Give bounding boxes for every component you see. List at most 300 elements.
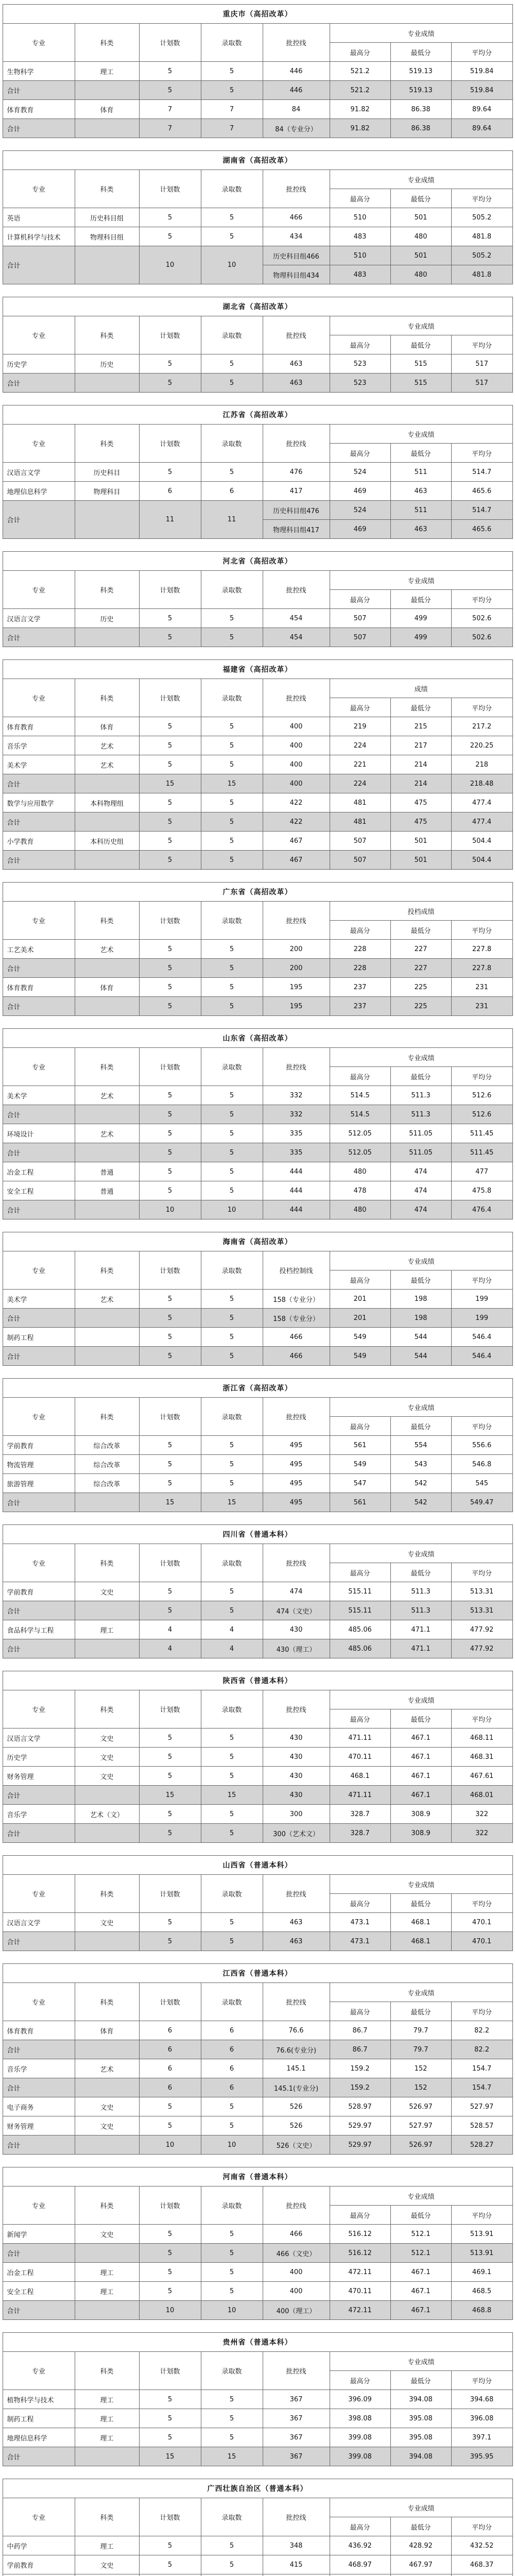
min-score-cell: 217 [390,736,451,755]
table-row [3,717,512,736]
major-cell: 体育教育 [3,978,75,997]
avg-score-cell: 468.11 [451,1728,512,1748]
category-cell [75,1347,139,1366]
control-line-cell: 422 [263,812,330,832]
control-line-cell: 495 [263,1493,330,1512]
max-score-cell: 91.82 [330,100,390,119]
min-score-cell: 480 [390,227,451,246]
table-row [3,1913,512,1932]
control-line-cell: 84 [263,100,330,119]
province-title: 贵州省（普通本科） [3,2333,512,2352]
major-cell: 合计 [3,1601,75,1620]
category-cell [75,119,139,138]
max-score-cell: 219 [330,717,390,736]
avg-score-cell: 218 [451,755,512,774]
admit-count-cell: 5 [201,1309,263,1328]
admit-count-cell: 5 [201,1347,263,1366]
min-score-cell: 198 [390,1290,451,1309]
plan-count-cell: 5 [139,717,201,736]
col-header-line: 批控线 [263,2498,330,2536]
col-header-min: 最低分 [390,1417,451,1436]
min-score-cell: 501 [390,851,451,870]
major-cell: 中药学 [3,2536,75,2555]
admit-count-cell: 5 [201,978,263,997]
province-title: 重庆市（高招改革） [3,5,512,24]
min-score-cell: 152 [390,2078,451,2097]
col-header-avg: 平均分 [451,335,512,354]
control-line-cell: 历史科目组476 [263,501,330,520]
province-title: 浙江省（高招改革） [3,1379,512,1398]
max-score-cell: 524 [330,463,390,482]
col-header-min: 最低分 [390,1563,451,1582]
col-header-score-group: 专业成绩 [330,1251,512,1270]
plan-count-cell: 5 [139,1181,201,1200]
max-score-cell: 86.7 [330,2040,390,2059]
plan-count-cell: 5 [139,2536,201,2555]
col-header-score-group: 专业成绩 [330,1983,512,2002]
table-row [3,2536,512,2555]
col-header-line: 批控线 [263,571,330,609]
admit-count-cell: 5 [201,959,263,978]
avg-score-cell: 468.5 [451,2282,512,2301]
major-cell: 体育教育 [3,2021,75,2040]
category-cell: 普通 [75,1162,139,1181]
min-score-cell: 467.1 [390,1786,451,1805]
category-cell: 艺术（文） [75,1805,139,1824]
table-row [3,482,512,501]
control-line-cell: 物理科目组434 [263,265,330,284]
col-header-admit: 录取数 [201,1690,263,1728]
plan-count-cell: 5 [139,832,201,851]
category-cell: 文史 [75,1748,139,1767]
min-score-cell: 428.92 [390,2536,451,2555]
province-title: 江苏省（高招改革） [3,405,512,425]
plan-count-cell: 5 [139,227,201,246]
table-row [3,1181,512,1200]
category-cell: 艺术 [75,2059,139,2078]
min-score-cell: 544 [390,1347,451,1366]
max-score-cell: 521.2 [330,81,390,100]
table-row [3,463,512,482]
col-header-avg: 平均分 [451,1417,512,1436]
max-score-cell: 91.82 [330,119,390,138]
total-row [3,959,512,978]
admit-count-cell: 11 [201,501,263,539]
col-header-score-group: 专业成绩 [330,1875,512,1894]
col-header-max: 最高分 [330,698,390,717]
admit-count-cell: 5 [201,1582,263,1601]
avg-score-cell: 517 [451,354,512,374]
min-score-cell: 511 [390,501,451,520]
plan-count-cell: 5 [139,2409,201,2428]
province-title: 河南省（普通本科） [3,2167,512,2187]
admit-count-cell: 5 [201,2263,263,2282]
category-cell [75,1639,139,1658]
max-score-cell: 470.11 [330,1748,390,1767]
major-cell: 地理信息科学 [3,482,75,501]
col-header-major: 专业 [3,1544,75,1582]
admit-count-cell: 6 [201,2059,263,2078]
min-score-cell: 511.05 [390,1143,451,1162]
category-cell [75,1824,139,1843]
max-score-cell: 328.7 [330,1824,390,1843]
control-line-cell: 430 [263,1748,330,1767]
control-line-cell: 476 [263,463,330,482]
table-row [3,832,512,851]
min-score-cell: 198 [390,1309,451,1328]
plan-count-cell: 5 [139,374,201,393]
major-cell: 植物科学与技术 [3,2390,75,2409]
col-header-category: 科类 [75,316,139,354]
min-score-cell: 225 [390,997,451,1016]
min-score-cell: 308.9 [390,1805,451,1824]
table-row [3,100,512,119]
admit-count-cell: 10 [201,2136,263,2155]
header-row [3,2352,512,2371]
max-score-cell: 549 [330,1455,390,1474]
total-row [3,997,512,1016]
plan-count-cell: 5 [139,2555,201,2574]
province-table [3,405,513,539]
total-row [3,374,512,393]
province-title: 福建省（高招改革） [3,660,512,679]
min-score-cell: 471.1 [390,1639,451,1658]
avg-score-cell: 511.45 [451,1143,512,1162]
max-score-cell: 473.1 [330,1913,390,1932]
max-score-cell: 480 [330,1200,390,1219]
col-header-plan: 计划数 [139,1983,201,2021]
control-line-cell: 463 [263,1913,330,1932]
header-row [3,902,512,921]
col-header-line: 批控线 [263,1690,330,1728]
avg-score-cell: 220.25 [451,736,512,755]
col-header-major: 专业 [3,2187,75,2225]
major-cell: 汉语言文学 [3,1728,75,1748]
plan-count-cell: 5 [139,1309,201,1328]
category-cell: 艺术 [75,755,139,774]
category-cell: 理工 [75,2263,139,2282]
category-cell [75,1200,139,1219]
province-table [3,1963,513,2155]
avg-score-cell: 476.4 [451,1200,512,1219]
major-cell: 计算机科学与技术 [3,227,75,246]
col-header-plan: 计划数 [139,1690,201,1728]
table-row [3,208,512,227]
control-line-cell: 454 [263,628,330,647]
category-cell: 文史 [75,1767,139,1786]
control-line-cell: 367 [263,2428,330,2447]
admit-count-cell: 5 [201,2097,263,2116]
category-cell: 综合改革 [75,1455,139,1474]
major-cell: 生物科学 [3,62,75,81]
category-cell: 理工 [75,2428,139,2447]
province-title: 山西省（普通本科） [3,1856,512,1875]
control-line-cell: 367 [263,2409,330,2428]
plan-count-cell: 5 [139,978,201,997]
total-row [3,851,512,870]
col-header-category: 科类 [75,2498,139,2536]
avg-score-cell: 546.8 [451,1455,512,1474]
col-header-plan: 计划数 [139,1544,201,1582]
min-score-cell: 527.97 [390,2116,451,2136]
max-score-cell: 469 [330,520,390,539]
header-row [3,316,512,335]
col-header-category: 科类 [75,1398,139,1436]
col-header-line: 批控线 [263,170,330,208]
col-header-admit: 录取数 [201,1875,263,1913]
col-header-max: 最高分 [330,1894,390,1913]
min-score-cell: 499 [390,628,451,647]
avg-score-cell: 394.68 [451,2390,512,2409]
major-cell: 合计 [3,1143,75,1162]
major-cell: 环境设计 [3,1124,75,1143]
max-score-cell: 399.08 [330,2428,390,2447]
province-table [3,1028,513,1219]
total-row [3,1200,512,1219]
col-header-admit: 录取数 [201,1983,263,2021]
control-line-cell: 467 [263,851,330,870]
province-table [3,2167,513,2320]
category-cell [75,81,139,100]
col-header-min: 最低分 [390,189,451,208]
plan-count-cell: 4 [139,1639,201,1658]
admit-count-cell: 5 [201,2428,263,2447]
major-cell [3,2574,75,2576]
avg-score-cell: 512.6 [451,1086,512,1105]
plan-count-cell: 10 [139,2136,201,2155]
table-row [3,2225,512,2244]
category-cell [75,374,139,393]
control-line-cell: 400 [263,2263,330,2282]
control-line-cell: 474 [263,1582,330,1601]
table-row [3,1162,512,1181]
control-line-cell: 145.1(专业分) [263,2078,330,2097]
control-line-cell: 348 [263,2536,330,2555]
col-header-admit: 录取数 [201,1251,263,1290]
col-header-min: 最低分 [390,1709,451,1728]
avg-score-cell: 477 [451,1162,512,1181]
plan-count-cell: 5 [139,1328,201,1347]
col-header-score-group: 成绩 [330,679,512,698]
table-row [3,62,512,81]
col-header-score-group: 专业成绩 [330,1544,512,1563]
min-score-cell: 475 [390,793,451,812]
col-header-max: 最高分 [330,43,390,62]
min-score-cell: 515 [390,354,451,374]
col-header-admit: 录取数 [201,24,263,62]
min-score-cell: 512.1 [390,2225,451,2244]
max-score-cell: 328.7 [330,1805,390,1824]
col-header-major: 专业 [3,425,75,463]
control-line-cell: 444 [263,1200,330,1219]
col-header-admit: 录取数 [201,1398,263,1436]
admit-count-cell [201,2574,263,2576]
category-cell: 体育 [75,978,139,997]
control-line-cell: 195 [263,978,330,997]
col-header-category: 科类 [75,1251,139,1290]
min-score-cell: 511.05 [390,1124,451,1143]
total-row [3,1309,512,1328]
max-score-cell: 507 [330,832,390,851]
control-line-cell: 466 [263,1328,330,1347]
province-title-row [3,151,512,170]
province-table [3,882,513,1016]
table-row [3,1455,512,1474]
plan-count-cell: 5 [139,1143,201,1162]
max-score-cell: 483 [330,227,390,246]
col-header-major: 专业 [3,571,75,609]
major-cell: 合计 [3,374,75,393]
col-header-max: 最高分 [330,1417,390,1436]
avg-score-cell: 513.31 [451,1601,512,1620]
avg-score-cell: 505.2 [451,208,512,227]
control-line-cell: 463 [263,1932,330,1951]
admit-count-cell: 5 [201,2244,263,2263]
plan-count-cell: 5 [139,1086,201,1105]
major-cell: 汉语言文学 [3,609,75,628]
col-header-line: 批控线 [263,1544,330,1582]
max-score-cell: 468.97 [330,2555,390,2574]
control-line-cell: 466 [263,208,330,227]
max-score-cell: 224 [330,736,390,755]
category-cell [75,774,139,793]
avg-score-cell: 470.1 [451,1932,512,1951]
total-row [3,1639,512,1658]
min-score-cell: 515 [390,374,451,393]
col-header-major: 专业 [3,1048,75,1086]
total-row [3,501,512,520]
control-line-cell: 495 [263,1455,330,1474]
control-line-cell: 145.1 [263,2059,330,2078]
plan-count-cell: 5 [139,208,201,227]
category-cell: 文史 [75,1728,139,1748]
col-header-min: 最低分 [390,2206,451,2225]
plan-count-cell: 5 [139,2116,201,2136]
admit-count-cell: 5 [201,1105,263,1124]
total-row [3,1824,512,1843]
control-line-cell: 417 [263,482,330,501]
avg-score-cell: 199 [451,1309,512,1328]
min-score-cell: 468.1 [390,1932,451,1951]
header-row [3,2498,512,2517]
col-header-category: 科类 [75,679,139,717]
min-score-cell: 467.1 [390,1728,451,1748]
max-score-cell: 528.97 [330,2097,390,2116]
col-header-line: 批控线 [263,1048,330,1086]
admit-count-cell: 10 [201,2301,263,2320]
total-row [3,2301,512,2320]
col-header-min: 最低分 [390,1270,451,1290]
col-header-major: 专业 [3,1251,75,1290]
control-line-cell: 434 [263,227,330,246]
col-header-score-group: 专业成绩 [330,425,512,444]
plan-count-cell: 5 [139,812,201,832]
max-score-cell: 480 [330,1162,390,1181]
min-score-cell: 519.13 [390,62,451,81]
avg-score-cell: 468.31 [451,1748,512,1767]
category-cell: 艺术 [75,736,139,755]
max-score-cell: 515.11 [330,1601,390,1620]
min-score-cell: 542 [390,1474,451,1493]
category-cell [75,959,139,978]
col-header-avg: 平均分 [451,1709,512,1728]
plan-count-cell: 5 [139,940,201,959]
col-header-admit: 录取数 [201,316,263,354]
table-row [3,1328,512,1347]
col-header-line: 投档控制线 [263,1251,330,1290]
control-line-cell: 367 [263,2447,330,2466]
plan-count-cell: 5 [139,736,201,755]
category-cell: 文史 [75,2097,139,2116]
avg-score-cell: 227.8 [451,940,512,959]
major-cell: 汉语言文学 [3,1913,75,1932]
major-cell: 合计 [3,1493,75,1512]
avg-score-cell [451,2574,512,2576]
control-line-cell: 454 [263,609,330,628]
control-line-cell: 430 [263,1786,330,1805]
admit-count-cell: 5 [201,832,263,851]
min-score-cell: 501 [390,246,451,265]
category-cell [75,1493,139,1512]
min-score-cell: 480 [390,265,451,284]
min-score-cell: 308.9 [390,1824,451,1843]
avg-score-cell: 154.7 [451,2078,512,2097]
min-score-cell: 511.3 [390,1582,451,1601]
category-cell: 理工 [75,2409,139,2428]
control-line-cell: 467 [263,832,330,851]
control-line-cell: 367 [263,2390,330,2409]
plan-count-cell: 5 [139,81,201,100]
avg-score-cell: 396.08 [451,2409,512,2428]
col-header-plan: 计划数 [139,571,201,609]
category-cell [75,246,139,284]
admit-count-cell: 5 [201,812,263,832]
category-cell: 文史 [75,2116,139,2136]
avg-score-cell: 502.6 [451,628,512,647]
category-cell [75,812,139,832]
category-cell: 文史 [75,1582,139,1601]
plan-count-cell: 6 [139,2040,201,2059]
control-line-cell: 430 [263,1767,330,1786]
avg-score-cell: 504.4 [451,832,512,851]
col-header-avg: 平均分 [451,2371,512,2390]
avg-score-cell: 517 [451,374,512,393]
avg-score-cell: 89.64 [451,100,512,119]
plan-count-cell: 6 [139,482,201,501]
col-header-plan: 计划数 [139,1048,201,1086]
category-cell: 艺术 [75,940,139,959]
col-header-avg: 平均分 [451,43,512,62]
max-score-cell: 86.7 [330,2021,390,2040]
plan-count-cell: 5 [139,1767,201,1786]
max-score-cell: 549 [330,1347,390,1366]
col-header-category: 科类 [75,902,139,940]
major-cell: 学前教育 [3,1436,75,1455]
major-cell: 合计 [3,501,75,539]
max-score-cell: 523 [330,374,390,393]
avg-score-cell: 477.4 [451,812,512,832]
major-cell: 合计 [3,2301,75,2320]
max-score-cell: 516.12 [330,2225,390,2244]
province-title: 河北省（高招改革） [3,552,512,571]
avg-score-cell: 470.1 [451,1913,512,1932]
province-table [3,2479,513,2576]
col-header-category: 科类 [75,2187,139,2225]
col-header-category: 科类 [75,1983,139,2021]
col-header-category: 科类 [75,1544,139,1582]
admit-count-cell: 5 [201,755,263,774]
table-row [3,1767,512,1786]
